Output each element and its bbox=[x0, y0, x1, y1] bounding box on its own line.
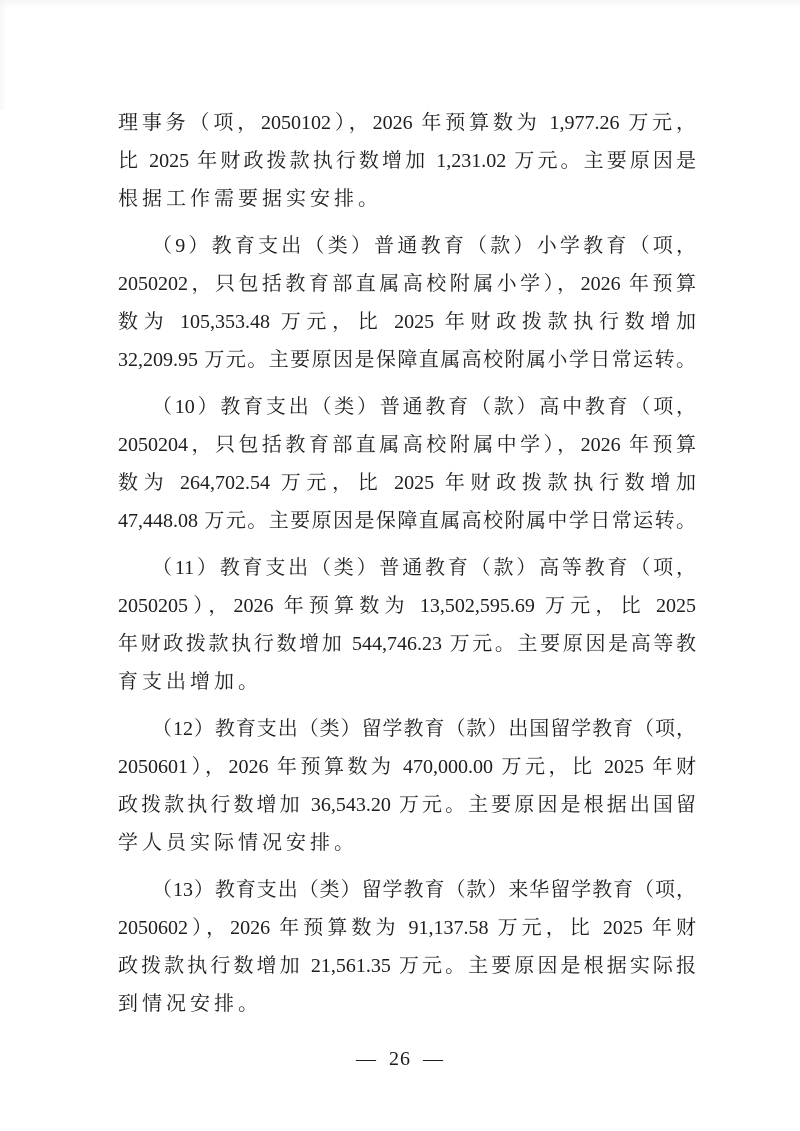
text-line: 2050202，只包括教育部直属高校附属小学），2026 年预算 bbox=[118, 273, 696, 295]
body-text-block bbox=[118, 104, 696, 1023]
text-line: 学人员实际情况安排。 bbox=[118, 832, 358, 854]
text-line: （13）教育支出（类）留学教育（款）来华留学教育（项， bbox=[152, 879, 696, 901]
text-line: 育支出增加。 bbox=[118, 671, 262, 693]
text-line: 47,448.08 万元。主要原因是保障直属高校附属中学日常运转。 bbox=[118, 510, 696, 532]
text-line: 数为 264,702.54 万元，比 2025 年财政拨款执行数增加 bbox=[118, 472, 696, 494]
paragraph bbox=[118, 871, 696, 1023]
text-line: 政拨款执行数增加 36,543.20 万元。主要原因是根据出国留 bbox=[118, 794, 696, 816]
page-number: — 26 — bbox=[356, 1048, 444, 1070]
text-line: 年财政拨款执行数增加 544,746.23 万元。主要原因是高等教 bbox=[118, 633, 696, 655]
text-line: 数为 105,353.48 万元，比 2025 年财政拨款执行数增加 bbox=[118, 311, 696, 333]
text-line: 到情况安排。 bbox=[118, 993, 262, 1015]
text-line: 2050602），2026 年预算数为 91,137.58 万元，比 2025 年财 bbox=[118, 917, 696, 939]
text-line: 2050204，只包括教育部直属高校附属中学），2026 年预算 bbox=[118, 434, 696, 456]
scan-artifact-left bbox=[0, 0, 6, 110]
paragraph bbox=[118, 549, 696, 701]
text-line: 根据工作需要据实安排。 bbox=[118, 188, 382, 210]
paragraph bbox=[118, 388, 696, 540]
text-line: 政拨款执行数增加 21,561.35 万元。主要原因是根据实际报 bbox=[118, 955, 696, 977]
scan-artifact-top bbox=[0, 0, 800, 8]
text-line: 32,209.95 万元。主要原因是保障直属高校附属小学日常运转。 bbox=[118, 349, 696, 371]
text-line: 比 2025 年财政拨款执行数增加 1,231.02 万元。主要原因是 bbox=[118, 150, 696, 172]
text-line: （12）教育支出（类）留学教育（款）出国留学教育（项， bbox=[152, 718, 696, 740]
text-line: （9）教育支出（类）普通教育（款）小学教育（项， bbox=[152, 235, 696, 257]
text-line: 2050601），2026 年预算数为 470,000.00 万元，比 2025 年财 bbox=[118, 756, 696, 778]
paragraph bbox=[118, 710, 696, 862]
text-line: 理事务（项，2050102），2026 年预算数为 1,977.26 万元， bbox=[118, 112, 696, 134]
paragraph bbox=[118, 104, 696, 218]
text-line: （11）教育支出（类）普通教育（款）高等教育（项， bbox=[152, 557, 696, 579]
page-footer bbox=[0, 1044, 800, 1074]
paragraph bbox=[118, 227, 696, 379]
text-line: 2050205），2026 年预算数为 13,502,595.69 万元，比 2025 bbox=[118, 595, 696, 617]
text-line: （10）教育支出（类）普通教育（款）高中教育（项， bbox=[152, 396, 696, 418]
